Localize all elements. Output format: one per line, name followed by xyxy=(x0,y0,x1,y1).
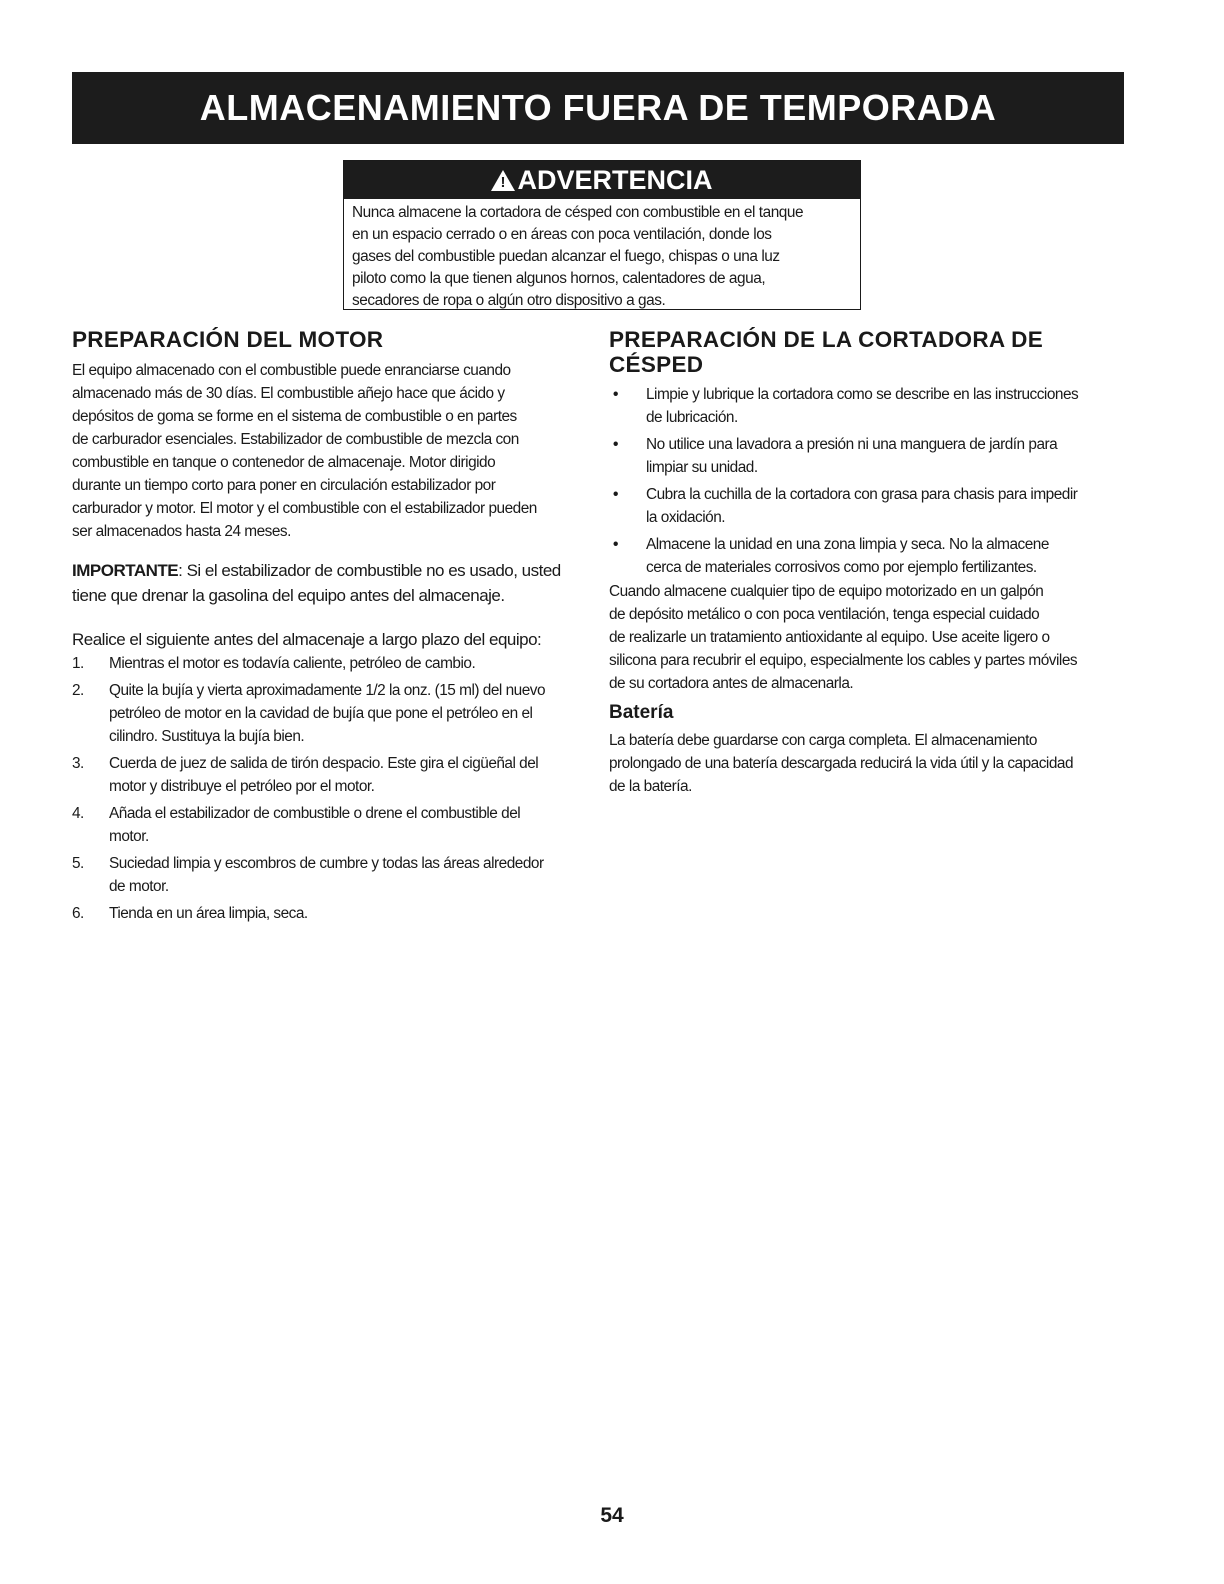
text-line: motor y distribuye el petróleo por el motor. xyxy=(109,778,375,795)
text-line: de lubricación. xyxy=(646,409,738,426)
text-line: La batería debe guardarse con carga completa. El almacenamiento xyxy=(609,732,1037,749)
text-line: Cubra la cuchilla de la cortadora con grasa para chasis para impedir xyxy=(646,486,1078,503)
text-line: de su cortadora antes de almacenarla. xyxy=(609,675,854,692)
list-item xyxy=(72,902,584,925)
bullet-icon: • xyxy=(613,386,618,403)
warning-header xyxy=(344,161,860,199)
text-line: silicona para recubrir el equipo, especialmente los cables y partes móviles xyxy=(609,652,1078,669)
text-line: combustible en tanque o contenedor de almacenaje. Motor dirigido xyxy=(72,454,496,471)
text-line: de carburador esenciales. Estabilizador de combustible de mezcla con xyxy=(72,431,519,448)
banner-title: ALMACENAMIENTO FUERA DE TEMPORADA xyxy=(199,87,997,128)
text-line: tiene que drenar la gasolina del equipo antes del almacenaje. xyxy=(72,586,505,605)
text-line: ser almacenados hasta 24 meses. xyxy=(72,523,291,540)
text-line: Añada el estabilizador de combustible o drene el combustible del xyxy=(109,805,521,822)
text-line: carburador y motor. El motor y el combustible con el estabilizador pueden xyxy=(72,500,537,517)
mower-heading xyxy=(609,327,1124,377)
battery-heading: Batería xyxy=(609,702,674,723)
bullet-icon: • xyxy=(613,536,618,553)
text-line: Mientras el motor es todavía caliente, petróleo de cambio. xyxy=(109,655,476,672)
list-item xyxy=(609,433,1124,479)
step-number: 3. xyxy=(72,755,84,772)
text-line: cerca de materiales corrosivos como por ejemplo fertilizantes. xyxy=(646,559,1037,576)
list-item xyxy=(609,533,1124,579)
text-line: El equipo almacenado con el combustible puede enranciarse cuando xyxy=(72,362,511,379)
step-number: 1. xyxy=(72,655,84,672)
right-column xyxy=(609,322,1124,798)
text-line: Quite la bujía y vierta aproximadamente 1/2 la onz. (15 ml) del nuevo xyxy=(109,682,546,699)
list-item xyxy=(72,679,584,748)
text-line: petróleo de motor en la cavidad de bujía que pone el petróleo en el xyxy=(109,705,533,722)
list-item xyxy=(72,652,584,675)
text-line: Cuerda de juez de salida de tirón despacio. Este gira el cigüeñal del xyxy=(109,755,539,772)
text-line: Suciedad limpia y escombros de cumbre y todas las áreas alrededor xyxy=(109,855,544,872)
text-line: prolongado de una batería descargada reducirá la vida útil y la capacidad xyxy=(609,755,1074,772)
text-line: Tienda en un área limpia, seca. xyxy=(109,905,308,922)
warning-box xyxy=(343,160,861,310)
motor-heading: PREPARACIÓN DEL MOTOR xyxy=(72,327,384,352)
battery-paragraph xyxy=(609,729,1124,798)
text-line: Almacene la unidad en una zona limpia y seca. No la almacene xyxy=(646,536,1049,553)
step-number: 4. xyxy=(72,805,84,822)
step-number: 6. xyxy=(72,905,84,922)
list-item xyxy=(72,852,584,898)
important-label: IMPORTANTE xyxy=(72,561,179,580)
motor-steps xyxy=(72,652,584,925)
text-line: cilindro. Sustituya la bujía bien. xyxy=(109,728,305,745)
list-item xyxy=(72,752,584,798)
warning-line: secadores de ropa o algún otro dispositivo a gas. xyxy=(352,292,666,309)
before-storage-line: Realice el siguiente antes del almacenaje a largo plazo del equipo: xyxy=(72,630,542,649)
list-item xyxy=(609,483,1124,529)
text-line: motor. xyxy=(109,828,149,845)
warning-line: Nunca almacene la cortadora de césped con combustible en el tanque xyxy=(352,204,804,221)
step-number: 2. xyxy=(72,682,84,699)
left-column xyxy=(72,322,584,929)
warning-title: ADVERTENCIA xyxy=(517,164,713,195)
heading-line: PREPARACIÓN DE LA CORTADORA DE xyxy=(609,327,1044,352)
warning-line: piloto como la que tienen algunos hornos, calentadores de agua, xyxy=(352,270,766,287)
text-line: limpiar su unidad. xyxy=(646,459,758,476)
bullet-icon: • xyxy=(613,486,618,503)
text-line: : Si el estabilizador de combustible no es usado, usted xyxy=(178,561,561,580)
warning-text xyxy=(344,199,860,312)
text-line: depósitos de goma se forme en el sistema de combustible o en partes xyxy=(72,408,517,425)
step-number: 5. xyxy=(72,855,84,872)
text-line: la oxidación. xyxy=(646,509,726,526)
heading-line: CÉSPED xyxy=(609,352,704,377)
warning-line: en un espacio cerrado o en áreas con poca ventilación, donde los xyxy=(352,226,772,243)
list-item xyxy=(72,802,584,848)
list-item xyxy=(609,383,1124,429)
text-line: almacenado más de 30 días. El combustible añejo hace que ácido y xyxy=(72,385,505,402)
text-line: de la batería. xyxy=(609,778,692,795)
section-banner xyxy=(72,72,1124,144)
text-line: de depósito metálico o con poca ventilación, tenga especial cuidado xyxy=(609,606,1040,623)
text-line: Limpie y lubrique la cortadora como se describe en las instrucciones xyxy=(646,386,1079,403)
mower-paragraph xyxy=(609,580,1124,695)
bullet-icon: • xyxy=(613,436,618,453)
motor-intro xyxy=(72,359,584,543)
page-number: 54 xyxy=(600,1504,624,1527)
text-line: de motor. xyxy=(109,878,169,895)
mower-bullets xyxy=(609,383,1124,579)
text-line: No utilice una lavadora a presión ni una manguera de jardín para xyxy=(646,436,1058,453)
warning-triangle-icon xyxy=(491,170,515,191)
text-line: de realizarle un tratamiento antioxidante al equipo. Use aceite ligero o xyxy=(609,629,1050,646)
important-note xyxy=(72,558,584,608)
text-line: Cuando almacene cualquier tipo de equipo motorizado en un galpón xyxy=(609,583,1044,600)
warning-line: gases del combustible puedan alcanzar el fuego, chispas o una luz xyxy=(352,248,780,265)
text-line: durante un tiempo corto para poner en circulación estabilizador por xyxy=(72,477,496,494)
